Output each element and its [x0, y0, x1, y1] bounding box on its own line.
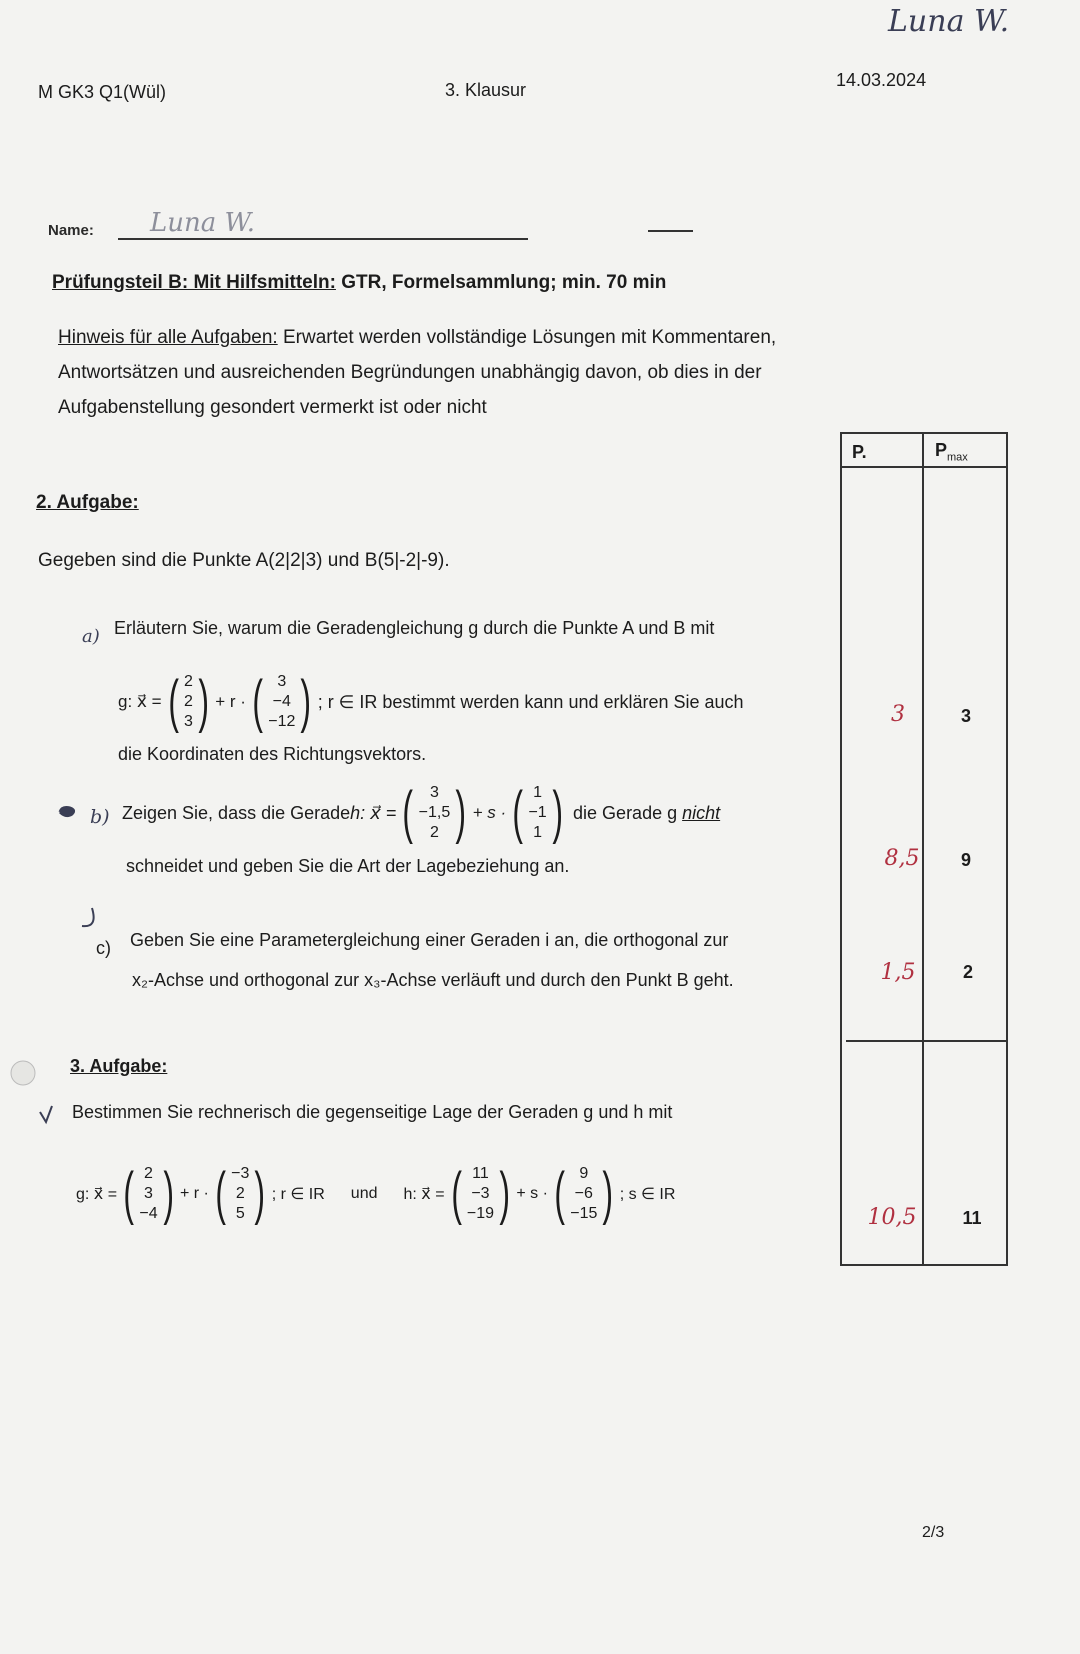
vec-entry: −1: [528, 804, 547, 821]
vec-entry: −3: [471, 1185, 490, 1202]
h-support-vector: ( 3 −1,5 2 ): [402, 780, 467, 845]
task3-und: und: [350, 1185, 378, 1202]
handwritten-signature: Luna W.: [888, 4, 1010, 39]
hook-mark-icon: [82, 908, 94, 926]
vec-entry: 3: [430, 784, 439, 801]
task2-title: 2. Aufgabe:: [36, 492, 139, 513]
points-2b: 8,5: [884, 846, 920, 871]
vec-entry: −19: [466, 1205, 495, 1222]
hint-line2: Antwortsätzen und ausreichenden Begründungen unabhängig davon, ob dies in der: [58, 362, 762, 383]
task2-intro: Gegeben sind die Punkte A(2|2|3) und B(5|-2|-9).: [38, 550, 450, 571]
hint-line1: Erwartet werden vollständige Lösungen mit Kommentaren,: [277, 327, 777, 348]
page-number: 2/3: [922, 1524, 945, 1541]
task3-g-support-vector: ( 2 3 −4 ): [123, 1161, 174, 1226]
task2a-after-eq: ; r ∈ IR bestimmt werden kann und erklären Sie auch: [317, 691, 744, 712]
ink-blot-icon: [60, 808, 74, 816]
task3-h-support-vector: ( 11 −3 −19 ): [450, 1161, 510, 1226]
plus-s: + s ·: [472, 803, 507, 822]
hint-line3: Aufgabenstellung gesondert vermerkt ist oder nicht: [58, 397, 487, 418]
vec-entry: 3: [277, 673, 287, 690]
vec-entry: 3: [183, 713, 193, 730]
vec-entry: 3: [144, 1185, 153, 1202]
hint-block: [58, 320, 878, 425]
task3-title: 3. Aufgabe:: [70, 1056, 168, 1076]
task3-g-label: g: x⃗ =: [76, 1186, 118, 1203]
vec-entry: −15: [570, 1205, 598, 1222]
max-2c: 2: [962, 962, 973, 982]
vec-entry: 2: [430, 824, 439, 841]
task2a-line3: die Koordinaten des Richtungsvektors.: [118, 744, 427, 764]
task2a-line1: Erläutern Sie, warum die Geradengleichung g durch die Punkte A und B mit: [114, 618, 715, 638]
exam-title: 3. Klausur: [445, 80, 527, 100]
task3-equations: [76, 1152, 776, 1236]
name-underline-end: [648, 230, 693, 232]
name-handwriting: Luna W.: [150, 208, 255, 238]
max-2a: 3: [960, 706, 971, 726]
section-title: [52, 272, 666, 294]
task2b-prefix: Zeigen Sie, dass die Gerade: [122, 802, 351, 823]
task3-line1: Bestimmen Sie rechnerisch die gegenseitige Lage der Geraden g und h mit: [72, 1102, 673, 1122]
vec-entry: 2: [144, 1165, 153, 1182]
points-2c: 1,5: [880, 960, 916, 985]
vec-entry: 2: [235, 1185, 245, 1202]
section-title-underlined: Prüfungsteil B: Mit Hilfsmitteln:: [52, 272, 336, 293]
punch-hole-icon: [8, 1058, 38, 1088]
h-direction-vector: ( 1 −1 1 ): [512, 780, 563, 845]
pen-annotations: [30, 780, 150, 1160]
vec-entry: −6: [574, 1185, 593, 1202]
task2b-after-text: die Gerade g: [573, 802, 683, 823]
task3-g-param: ; r ∈ IR: [271, 1186, 325, 1203]
task2b-after-eq: [573, 803, 720, 824]
task3-h-plus: + s ·: [516, 1185, 548, 1202]
name-underline: [118, 238, 528, 240]
vec-entry: 11: [472, 1165, 489, 1182]
task2c-marker: c): [96, 938, 111, 958]
section-title-rest: GTR, Formelsammlung; min. 70 min: [335, 272, 667, 293]
max-3: 11: [962, 1208, 982, 1228]
points-3: 10,5: [867, 1205, 917, 1230]
checkmark-icon: [40, 1106, 52, 1122]
exam-date: 14.03.2024: [836, 70, 927, 90]
task2a-marker: a): [82, 626, 100, 647]
task3-h-direction-vector: ( 9 −6 −15 ): [554, 1161, 614, 1226]
h-label: h: x⃗ =: [350, 802, 397, 823]
name-label: Name:: [48, 222, 94, 239]
vec-entry: 9: [579, 1165, 589, 1182]
task3-g-plus: + r ·: [179, 1185, 209, 1202]
vec-entry: 1: [533, 824, 543, 841]
task3-h-label: h: x⃗ =: [403, 1186, 445, 1203]
task3-g-direction-vector: ( −3 2 5 ): [215, 1161, 266, 1226]
vec-entry: 1: [533, 784, 543, 801]
vec-entry: −3: [231, 1165, 250, 1182]
course-label: M GK3 Q1(Wül): [38, 82, 167, 102]
vec-entry: 2: [183, 673, 193, 690]
max-2b: 9: [960, 850, 971, 870]
hint-label: Hinweis für alle Aufgaben:: [58, 327, 278, 348]
g-support-vector: ( 2 2 3 ): [167, 669, 209, 734]
g-label: g: x⃗ =: [118, 692, 162, 711]
task2b-equation: [122, 772, 822, 854]
plus-r: + r ·: [215, 692, 246, 711]
g-direction-vector: ( 3 −4 −12 ): [252, 669, 312, 734]
pmax-main: P: [935, 440, 948, 460]
vec-entry: −4: [139, 1205, 158, 1222]
task3-h-param: ; s ∈ IR: [619, 1186, 676, 1203]
table-header-divider: [840, 466, 1008, 468]
task2b-nicht: nicht: [682, 802, 721, 823]
task2b-marker: b): [90, 806, 110, 828]
table-header-p: P.: [852, 442, 867, 462]
vec-entry: 2: [183, 693, 193, 710]
table-header-pmax: [935, 440, 968, 464]
vec-entry: −1,5: [418, 804, 451, 821]
points-2a: 3: [891, 702, 905, 727]
pmax-sub: max: [947, 451, 968, 464]
task2b-line2: schneidet und geben Sie die Art der Lagebeziehung an.: [126, 856, 570, 876]
task2c-line2: x₂-Achse und orthogonal zur x₃-Achse verläuft und durch den Punkt B geht.: [132, 970, 734, 990]
task2a-equation: [118, 662, 818, 742]
vec-entry: 5: [235, 1205, 245, 1222]
task2c-line1: Geben Sie eine Parametergleichung einer Geraden i an, die orthogonal zur: [130, 930, 729, 950]
vec-entry: −12: [268, 713, 296, 730]
vec-entry: −4: [272, 693, 291, 710]
table-section-divider: [846, 1040, 1008, 1042]
